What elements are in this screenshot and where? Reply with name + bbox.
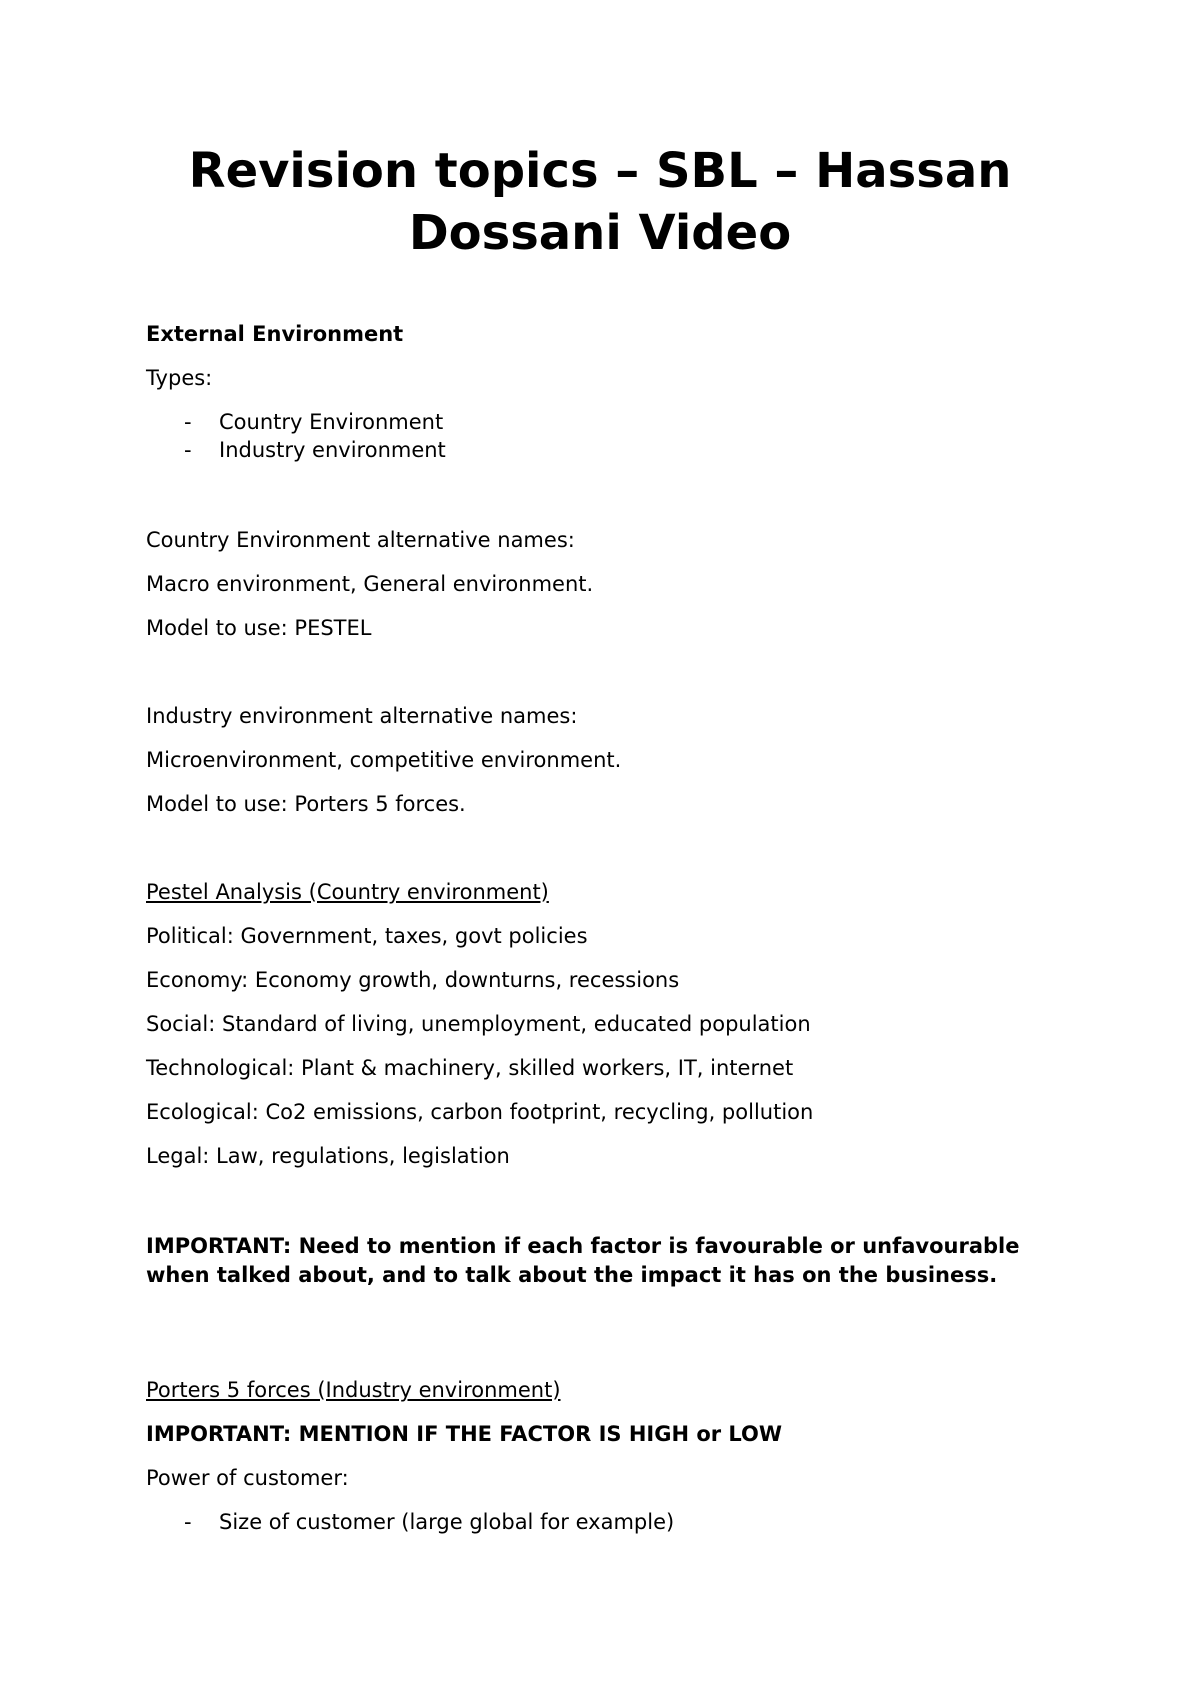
- country-alt-names: Macro environment, General environment.: [146, 572, 594, 596]
- country-alt-label: Country Environment alternative names:: [146, 528, 575, 552]
- pestel-item-political: Political: Government, taxes, govt policies: [146, 924, 588, 948]
- porters-important-note: IMPORTANT: MENTION IF THE FACTOR IS HIGH or LOW: [146, 1422, 783, 1446]
- bullet-dash: -: [184, 410, 192, 434]
- list-item-text: Size of customer (large global for example): [219, 1510, 675, 1534]
- pestel-item-ecological: Ecological: Co2 emissions, carbon footprint, recycling, pollution: [146, 1100, 814, 1124]
- industry-alt-names: Microenvironment, competitive environment.: [146, 748, 622, 772]
- list-item-text: Country Environment: [219, 410, 444, 434]
- page-title: Revision topics – SBL – Hassan Dossani Video: [188, 143, 1012, 261]
- pestel-item-social: Social: Standard of living, unemployment, educated population: [146, 1012, 811, 1036]
- types-label: Types:: [146, 366, 213, 390]
- list-item-text: Industry environment: [219, 438, 446, 462]
- list-item: [146, 408, 443, 436]
- pestel-item-economy: Economy: Economy growth, downturns, recessions: [146, 968, 680, 992]
- pestel-item-technological: Technological: Plant & machinery, skilled workers, IT, internet: [146, 1056, 794, 1080]
- pestel-important-note: IMPORTANT: Need to mention if each factor is favourable or unfavourable when talked about, and to talk about the impact it has on the business.: [146, 1234, 1020, 1287]
- list-item: [146, 1508, 674, 1536]
- section-heading-porters: Porters 5 forces (Industry environment): [146, 1378, 561, 1402]
- bullet-dash: -: [184, 438, 192, 462]
- industry-model: Model to use: Porters 5 forces.: [146, 792, 466, 816]
- pestel-item-legal: Legal: Law, regulations, legislation: [146, 1144, 510, 1168]
- industry-alt-label: Industry environment alternative names:: [146, 704, 578, 728]
- bullet-dash: -: [184, 1510, 192, 1534]
- list-item: [146, 436, 446, 464]
- section-heading-external-environment: External Environment: [146, 322, 404, 346]
- power-of-customer-label: Power of customer:: [146, 1466, 349, 1490]
- section-heading-pestel: Pestel Analysis (Country environment): [146, 880, 549, 904]
- country-model: Model to use: PESTEL: [146, 616, 372, 640]
